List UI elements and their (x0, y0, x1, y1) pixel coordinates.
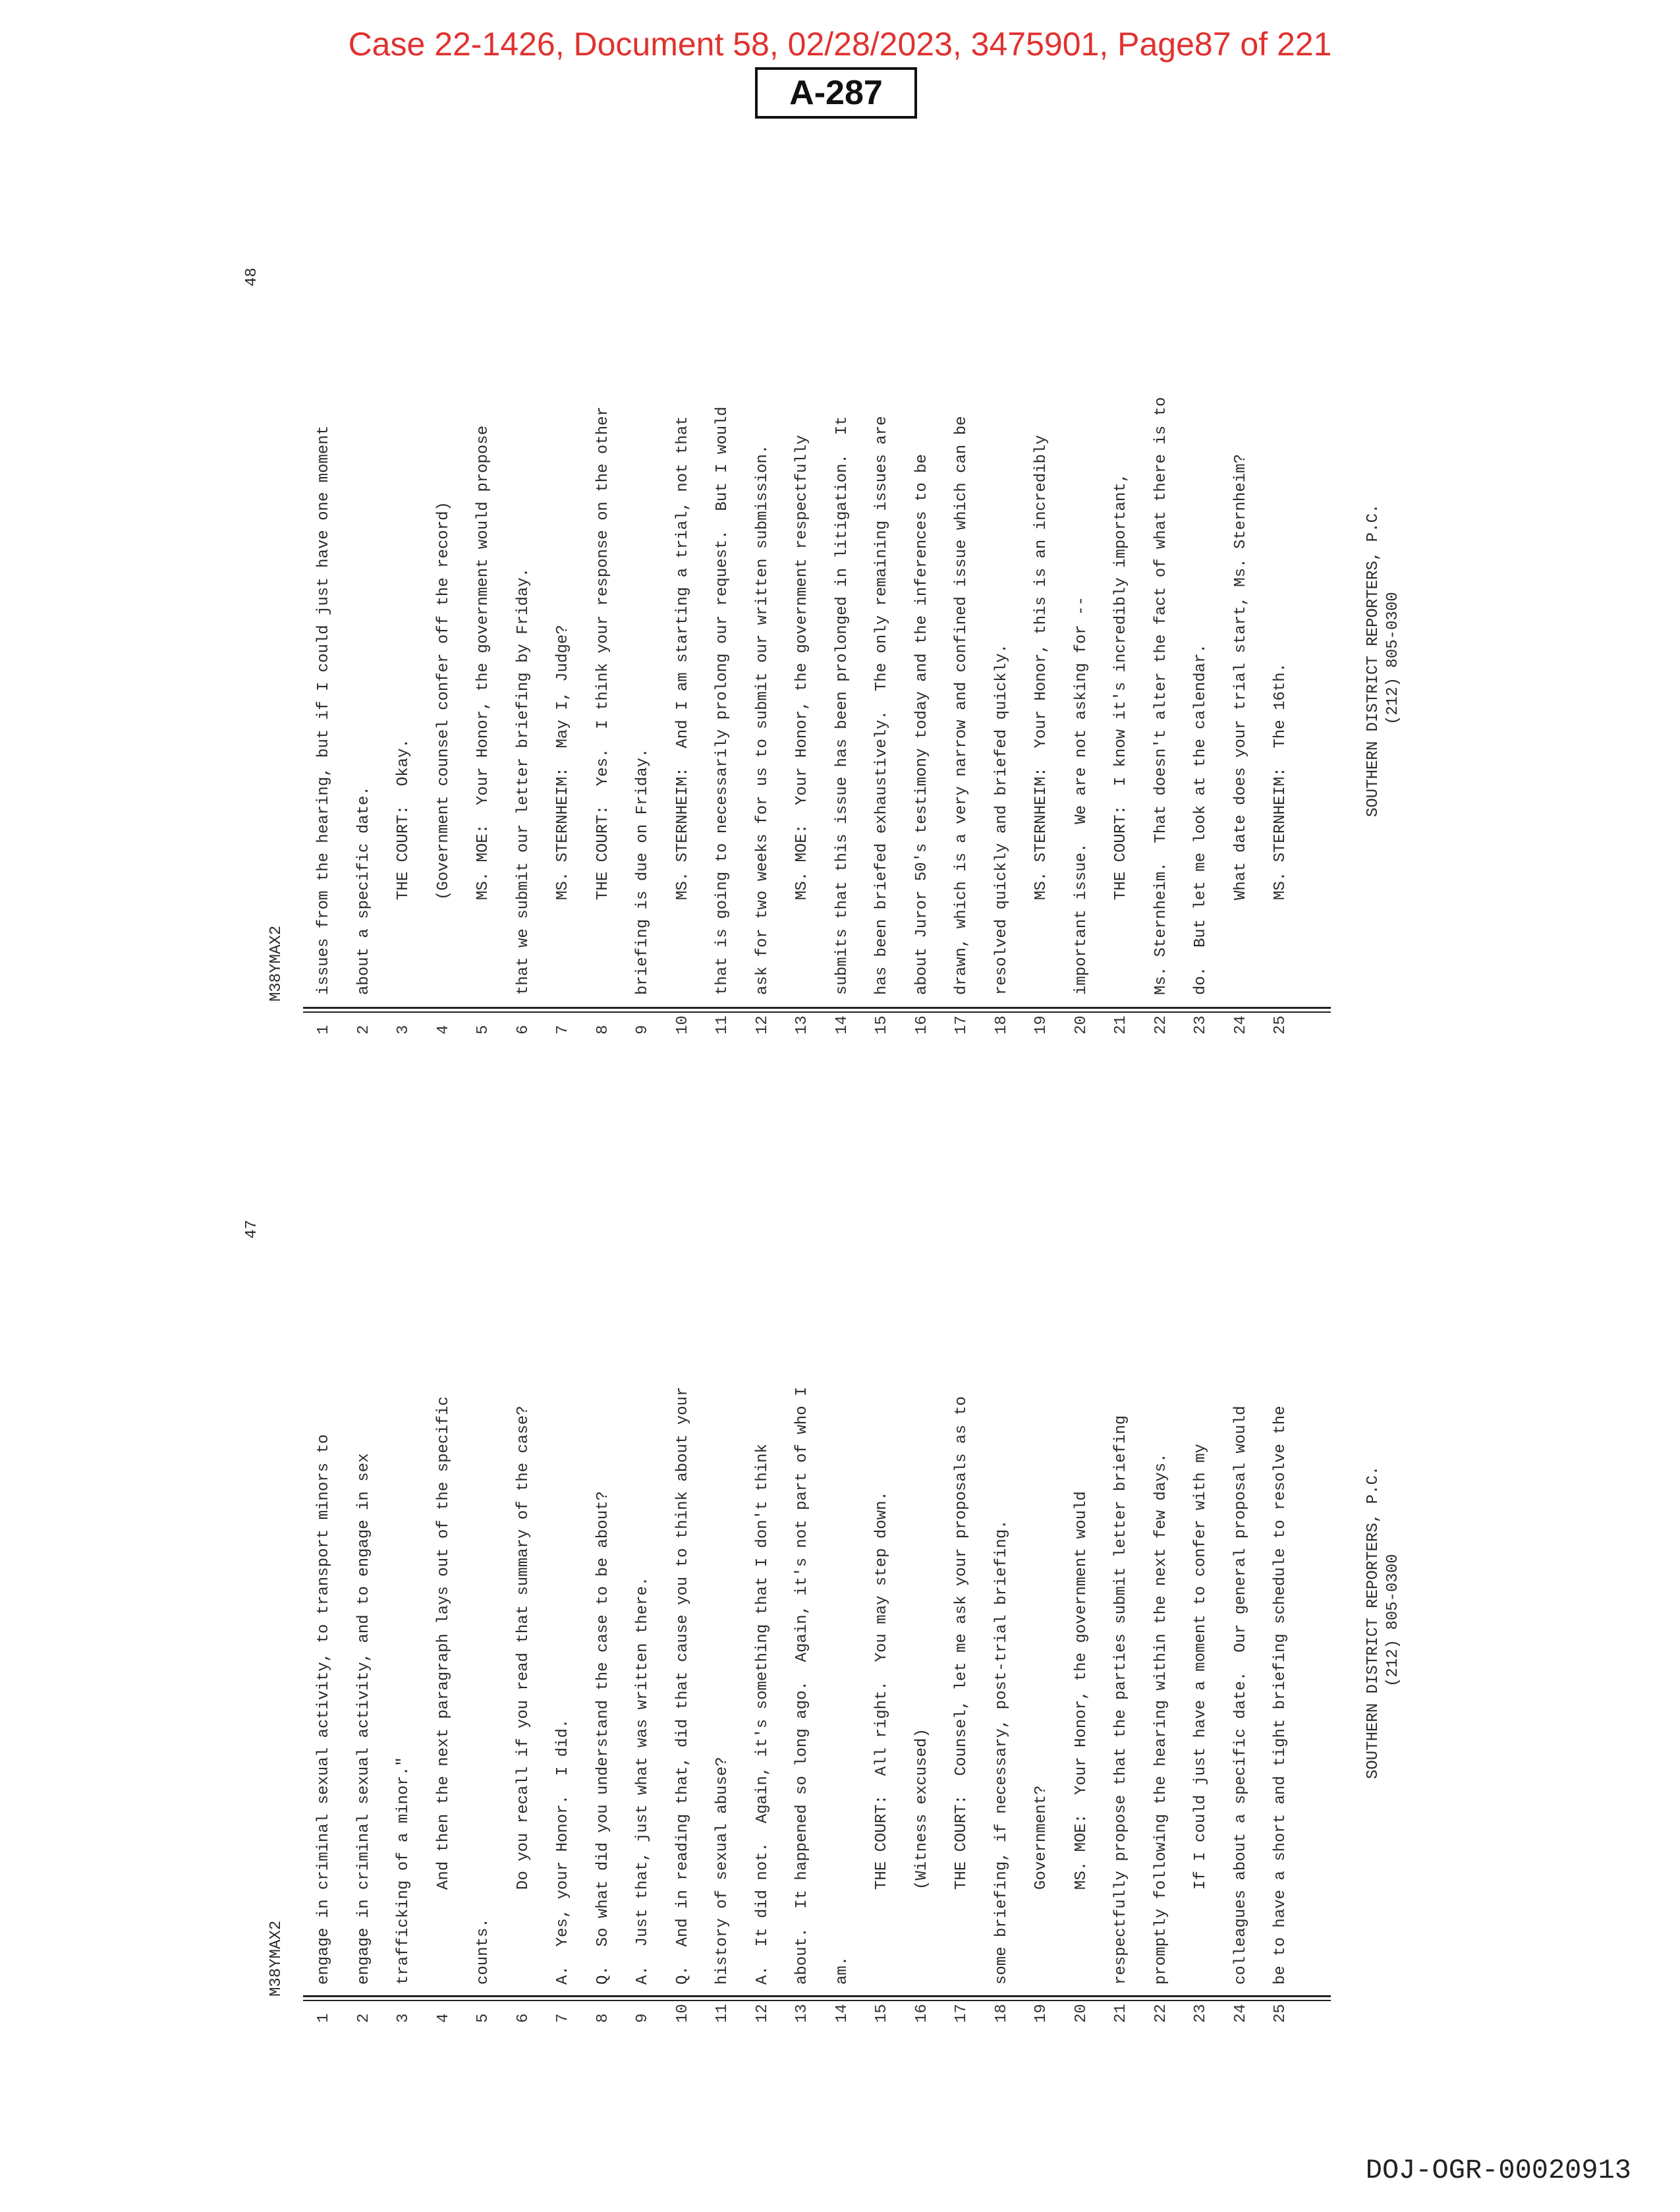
line-number: 10 (673, 2004, 692, 2023)
transcript-line: briefing is due on Friday. (634, 748, 652, 995)
transcript-line: about. It happened so long ago. Again, it's not part of who I (793, 1386, 811, 1985)
case-header: Case 22-1426, Document 58, 02/28/2023, 3475901, Page87 of 221 (348, 26, 1332, 63)
transcript-line: If I could just have a moment to confer with my (1192, 1444, 1210, 1985)
line-number: 24 (1231, 2004, 1250, 2023)
line-number: 24 (1231, 1015, 1250, 1035)
line-number: 23 (1192, 2004, 1210, 2023)
transcript-line: A. Yes, your Honor. I did. (554, 1718, 572, 1985)
line-number: 15 (873, 1015, 891, 1035)
line-number: 3 (395, 2013, 412, 2023)
line-number: 23 (1192, 1015, 1210, 1035)
transcript-line: am. (833, 1956, 851, 1985)
line-number: 18 (992, 1015, 1011, 1035)
transcript-line: A. Just that, just what was written there. (634, 1576, 652, 1985)
transcript-line: Ms. Sternheim. That doesn't alter the fact of what there is to (1152, 397, 1170, 995)
transcript-line: engage in criminal sexual activity, to transport minors to (315, 1434, 333, 1985)
line-number: 21 (1112, 2004, 1130, 2023)
transcript-line: about Juror 50's testimony today and the inferences to be (912, 454, 931, 995)
line-number: 14 (833, 2004, 851, 2023)
transcript-line: engage in criminal sexual activity, and to engage in sex (354, 1453, 373, 1985)
line-number: 7 (554, 1025, 572, 1035)
line-number: 25 (1272, 1015, 1289, 1035)
transcript-line: THE COURT: I know it's incredibly important, (1112, 472, 1130, 995)
transcript-line: has been briefed exhaustively. The only remaining issues are (873, 416, 891, 995)
line-number: 12 (753, 2004, 771, 2023)
transcript-line: history of sexual abuse? (714, 1757, 731, 1985)
transcript-line: counts. (474, 1918, 492, 1985)
transcript-line: about a specific date. (354, 786, 373, 995)
line-number: 5 (474, 1025, 492, 1035)
transcript-line: (Witness excused) (912, 1728, 931, 1985)
line-number: 10 (673, 1015, 692, 1035)
reporter-phone: (212) 805-0300 (1384, 592, 1402, 725)
transcript-code: M38YMAX2 (267, 925, 285, 1002)
line-number: 19 (1032, 2004, 1050, 2023)
line-number: 17 (953, 1015, 970, 1035)
line-number: 12 (753, 1015, 771, 1035)
line-number: 22 (1152, 1015, 1170, 1035)
transcript-line: MS. MOE: Your Honor, the government respectfully (793, 435, 811, 995)
transcript-line: be to have a short and tight briefing schedule to resolve the (1272, 1405, 1289, 1985)
transcript-line: MS. STERNHEIM: May I, Judge? (554, 625, 572, 995)
line-number: 5 (474, 2013, 492, 2023)
line-number: 11 (714, 2004, 731, 2023)
transcript-line: Q. So what did you understand the case to be about? (594, 1491, 612, 1985)
line-number: 13 (793, 2004, 811, 2023)
transcript-line: THE COURT: Yes. I think your response on the other (594, 407, 612, 995)
exhibit-label: A-287 (755, 67, 917, 119)
line-number: 14 (833, 1015, 851, 1035)
line-number: 25 (1272, 2004, 1289, 2023)
line-number: 9 (634, 1025, 652, 1035)
line-number: 2 (354, 1025, 373, 1035)
margin-rule (303, 1011, 1331, 1013)
page-number: 47 (243, 1220, 261, 1239)
transcript-line: MS. STERNHEIM: The 16th. (1272, 662, 1289, 995)
line-number: 21 (1112, 1015, 1130, 1035)
line-number: 8 (594, 2013, 612, 2023)
page-number: 48 (243, 268, 261, 287)
transcript-line: THE COURT: Okay. (395, 739, 412, 995)
transcript-line: colleagues about a specific date. Our general proposal would (1231, 1405, 1250, 1985)
line-number: 11 (714, 1015, 731, 1035)
transcript-line: submits that this issue has been prolonged in litigation. It (833, 416, 851, 995)
bates-number: DOJ-OGR-00020913 (1365, 2155, 1631, 2186)
line-number: 17 (953, 2004, 970, 2023)
transcript-line: And then the next paragraph lays out of the specific (434, 1396, 453, 1985)
line-number: 20 (1072, 1015, 1090, 1035)
transcript-line: resolved quickly and briefed quickly. (992, 644, 1011, 995)
transcript-line: MS. STERNHEIM: And I am starting a trial, not that (673, 416, 692, 995)
transcript-line: MS. MOE: Your Honor, the government would propose (474, 425, 492, 995)
line-number: 4 (434, 2013, 453, 2023)
line-number: 8 (594, 1025, 612, 1035)
line-number: 6 (514, 1025, 532, 1035)
reporter-name: SOUTHERN DISTRICT REPORTERS, P.C. (1364, 1465, 1382, 1779)
line-number: 9 (634, 2013, 652, 2023)
reporter-name: SOUTHERN DISTRICT REPORTERS, P.C. (1364, 503, 1382, 817)
line-number: 13 (793, 1015, 811, 1035)
margin-rule (303, 1007, 1331, 1009)
line-number: 7 (554, 2013, 572, 2023)
line-number: 16 (912, 2004, 931, 2023)
line-number: 3 (395, 1025, 412, 1035)
transcript-line: What date does your trial start, Ms. Sternheim? (1231, 454, 1250, 995)
transcript-line: THE COURT: Counsel, let me ask your proposals as to (953, 1396, 970, 1985)
transcript-line: issues from the hearing, but if I could just have one moment (315, 425, 333, 995)
transcript-line: do. But let me look at the calendar. (1192, 644, 1210, 995)
transcript-line: important issue. We are not asking for -- (1072, 596, 1090, 995)
line-number: 1 (315, 2013, 333, 2023)
transcript-line: Q. And in reading that, did that cause you to think about your (673, 1386, 692, 1985)
transcript-line: Government? (1032, 1785, 1050, 1985)
transcript-line: that is going to necessarily prolong our request. But I would (714, 407, 731, 995)
transcript-line: Do you recall if you read that summary of the case? (514, 1405, 532, 1985)
transcript-line: trafficking of a minor." (395, 1757, 412, 1985)
transcript-line: MS. MOE: Your Honor, the government would (1072, 1491, 1090, 1985)
line-number: 16 (912, 1015, 931, 1035)
line-number: 18 (992, 2004, 1011, 2023)
transcript-line: A. It did not. Again, it's something that I don't think (753, 1444, 771, 1985)
line-number: 22 (1152, 2004, 1170, 2023)
line-number: 1 (315, 1025, 333, 1035)
transcript-line: THE COURT: All right. You may step down. (873, 1491, 891, 1985)
line-number: 4 (434, 1025, 453, 1035)
transcript-line: respectfully propose that the parties submit letter briefing (1112, 1415, 1130, 1985)
transcript-line: promptly following the hearing within the next few days. (1152, 1453, 1170, 1985)
line-number: 6 (514, 2013, 532, 2023)
transcript-line: ask for two weeks for us to submit our written submission. (753, 444, 771, 995)
line-number: 20 (1072, 2004, 1090, 2023)
line-number: 2 (354, 2013, 373, 2023)
transcript-code: M38YMAX2 (267, 1920, 285, 1997)
transcript-line: drawn, which is a very narrow and confined issue which can be (953, 416, 970, 995)
line-number: 15 (873, 2004, 891, 2023)
transcript-line: that we submit our letter briefing by Friday. (514, 567, 532, 995)
transcript-line: MS. STERNHEIM: Your Honor, this is an incredibly (1032, 435, 1050, 995)
line-number: 19 (1032, 1015, 1050, 1035)
transcript-line: (Government counsel confer off the record) (434, 501, 453, 995)
reporter-phone: (212) 805-0300 (1384, 1554, 1402, 1687)
transcript-line: some briefing, if necessary, post-trial briefing. (992, 1519, 1011, 1985)
